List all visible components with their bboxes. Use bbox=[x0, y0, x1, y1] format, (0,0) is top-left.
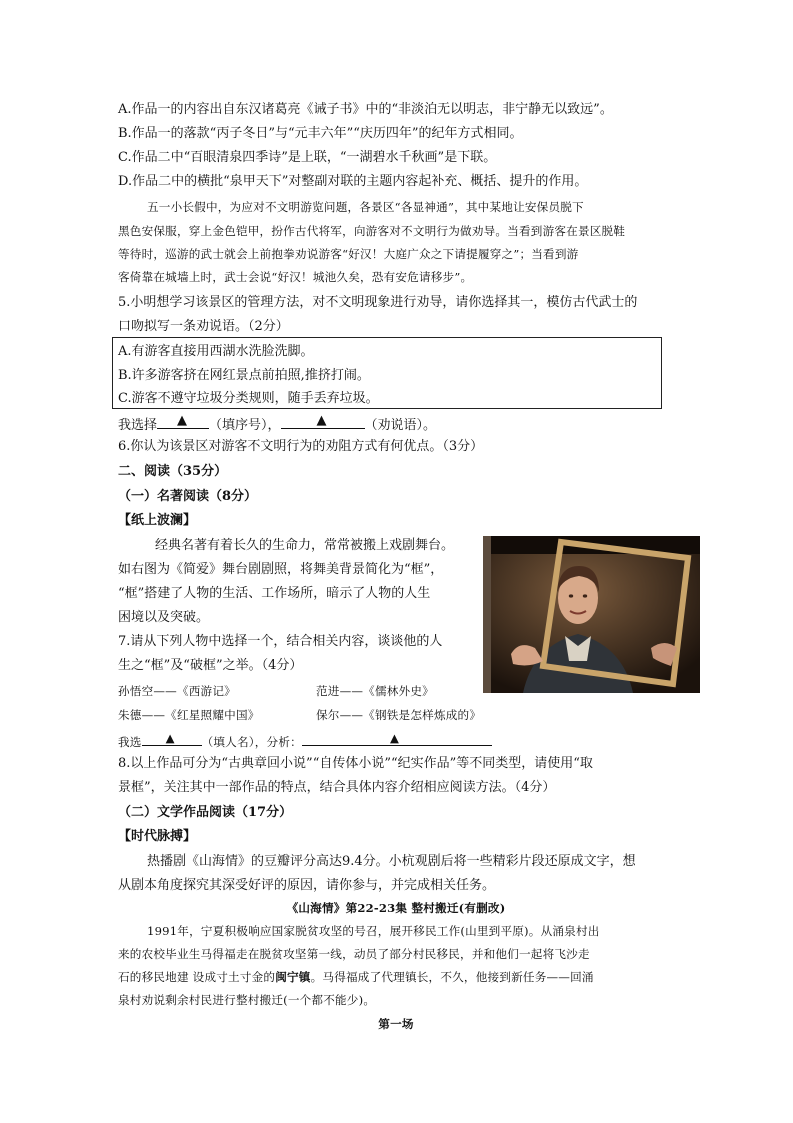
q5-number-blank[interactable] bbox=[157, 414, 209, 429]
q5-phrase-blank[interactable] bbox=[281, 414, 365, 429]
q7-analysis-blank[interactable] bbox=[302, 731, 492, 746]
part-1-text-4: 困境以及突破。 bbox=[118, 610, 210, 625]
answer-marker-icon: ▲ bbox=[316, 413, 327, 428]
part-1-heading: （一）名著阅读（8分） bbox=[118, 489, 258, 504]
material-line-1: 五一小长假中，为应对不文明游览问题，各景区“各显神通”，其中某地让安保员脱下 bbox=[147, 200, 584, 214]
part-1-tag: 【纸上波澜】 bbox=[118, 513, 197, 528]
part-1-text-1: 经典名著有着长久的生命力，常常被搬上戏剧舞台。 bbox=[155, 538, 455, 553]
section-2-heading: 二、阅读（35分） bbox=[118, 464, 228, 479]
script-intro-3 bbox=[118, 968, 594, 986]
script-intro-3b: 。马得福成了代理镇长，不久，他接到新任务——回涌 bbox=[310, 970, 594, 984]
q5-answer-suffix: （劝说语）。 bbox=[364, 418, 437, 433]
q5-option-a: A.有游客直接用西湖水洗脸洗脚。 bbox=[118, 344, 314, 359]
material-line-3: 等待时，巡游的武士就会上前抱拳劝说游客“好汉！大庭广众之下请提履穿之”；当看到游 bbox=[118, 247, 579, 261]
script-title: 《山海情》第22-23集 整村搬迁(有删改) bbox=[286, 901, 506, 915]
script-intro-4: 泉村劝说剩余村民进行整村搬迁(一个都不能少)。 bbox=[118, 993, 376, 1007]
q6: 6.你认为该景区对游客不文明行为的劝阻方式有何优点。（3分） bbox=[118, 439, 484, 454]
material-line-4: 客倚靠在城墙上时，武士会说“好汉！城池久矣，恐有安危请移步”。 bbox=[118, 270, 473, 284]
q4-option-a: A.作品一的内容出自东汉诸葛亮《诫子书》中的“非淡泊无以明志，非宁静无以致远”。 bbox=[118, 102, 613, 117]
part-2-heading: （二）文学作品阅读（17分） bbox=[118, 805, 293, 820]
script-intro-place: 闽宁镇 bbox=[275, 970, 311, 984]
part-2-text-2: 从剧本角度探究其深受好评的原因，请你参与，并完成相关任务。 bbox=[118, 878, 496, 893]
q7-answer-mid: （填人名），分析： bbox=[201, 735, 302, 749]
part-2-tag: 【时代脉搏】 bbox=[118, 829, 197, 844]
q5-answer-mid: （填序号）， bbox=[209, 418, 281, 433]
q7-pair-1-right: 范进——《儒林外史》 bbox=[316, 684, 434, 698]
part-1-text-2: 如右图为《简爱》舞台剧剧照，将舞美背景简化为“框”， bbox=[118, 562, 444, 577]
script-intro-2: 来的农校毕业生马得福走在脱贫攻坚第一线，动员了部分村民移民，并和他们一起将飞沙走 bbox=[118, 947, 590, 961]
q4-option-d: D.作品二中的横批“泉甲天下”对整副对联的主题内容起补充、概括、提升的作用。 bbox=[118, 174, 588, 189]
answer-marker-icon: ▲ bbox=[389, 731, 400, 745]
q7-line-1: 7.请从下列人物中选择一个，结合相关内容，谈谈他的人 bbox=[118, 634, 443, 649]
q5-option-b: B.许多游客挤在网红景点前拍照,推挤打闹。 bbox=[118, 368, 370, 383]
q7-answer-line bbox=[118, 731, 492, 751]
q7-name-blank[interactable] bbox=[142, 731, 202, 746]
answer-marker-icon: ▲ bbox=[177, 413, 188, 428]
scene-heading: 第一场 bbox=[378, 1017, 414, 1031]
q5-line-1: 5.小明想学习该景区的管理方法，对不文明现象进行劝导，请你选择其一，模仿古代武士的 bbox=[118, 295, 638, 310]
answer-marker-icon: ▲ bbox=[165, 731, 175, 745]
q4-option-c: C.作品二中“百眼清泉四季诗”是上联，“一湖碧水千秋画”是下联。 bbox=[118, 150, 497, 165]
q8-line-2: 景框”，关注其中一部作品的特点，结合具体内容介绍相应阅读方法。（4分） bbox=[118, 780, 556, 795]
q8-line-1: 8.以上作品可分为“古典章回小说”“自传体小说”“纪实作品”等不同类型，请使用“取 bbox=[118, 756, 593, 771]
q7-line-2: 生之“框”及“破框”之举。（4分） bbox=[118, 658, 303, 673]
q7-pair-2-right: 保尔——《钢铁是怎样炼成的》 bbox=[316, 708, 482, 722]
script-intro-1: 1991年，宁夏积极响应国家脱贫攻坚的号召，展开移民工作(山里到平原)。从涌泉村出 bbox=[147, 924, 600, 938]
script-intro-3a: 石的移民地建 设成寸土寸金的 bbox=[118, 970, 276, 984]
stage-photo bbox=[483, 536, 700, 693]
q7-pair-2-left: 朱德——《红星照耀中国》 bbox=[118, 708, 260, 722]
stage-photo-graphic bbox=[483, 536, 700, 693]
q5-answer-prefix: 我选择 bbox=[118, 418, 158, 433]
q5-answer-line bbox=[118, 414, 436, 435]
q5-option-c: C.游客不遵守垃圾分类规则，随手丢弃垃圾。 bbox=[118, 391, 379, 406]
q5-line-2: 口吻拟写一条劝说语。（2分） bbox=[118, 319, 289, 334]
part-2-text-1: 热播剧《山海情》的豆瓣评分高达9.4分。小杭观剧后将一些精彩片段还原成文字，想 bbox=[147, 854, 636, 869]
part-1-text-3: “框”搭建了人物的生活、工作场所，暗示了人物的人生 bbox=[118, 586, 431, 601]
material-line-2: 黑色安保服，穿上金色铠甲，扮作古代将军，向游客对不文明行为做劝导。当看到游客在景区脱鞋 bbox=[118, 224, 626, 238]
q7-answer-prefix: 我选 bbox=[118, 735, 142, 749]
q4-option-b: B.作品一的落款“丙子冬日”与“元丰六年”“庆历四年”的纪年方式相同。 bbox=[118, 126, 523, 141]
q7-pair-1-left: 孙悟空——《西游记》 bbox=[118, 684, 236, 698]
